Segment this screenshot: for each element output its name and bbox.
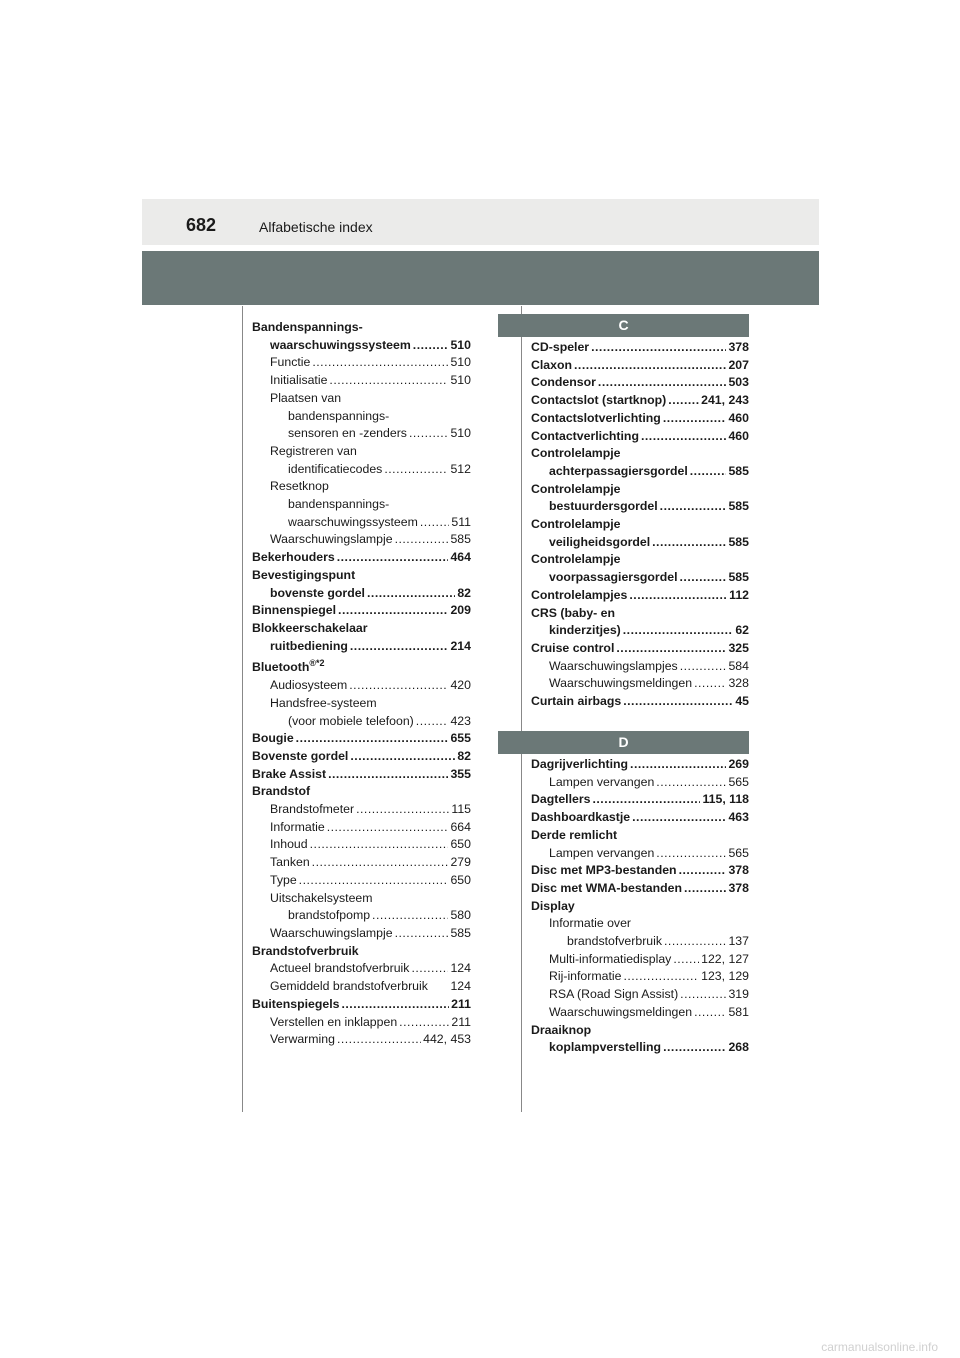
entry-page: 124 (450, 979, 471, 994)
entry-page: 650 (450, 837, 471, 852)
entry-page: 585 (728, 570, 749, 585)
entry-page: 442, 453 (423, 1032, 471, 1047)
entry-term: Waarschuwingsmeldingen (549, 1004, 693, 1019)
entry-page: 664 (450, 819, 471, 834)
index-entry (531, 675, 749, 693)
entry-term-continuation: waarschuwingssysteem (288, 514, 418, 529)
entry-term: Buitenspiegels (252, 996, 340, 1011)
entry-page: 420 (450, 678, 471, 693)
entry-term: Claxon (531, 357, 572, 372)
index-entry (252, 943, 471, 961)
index-entry (252, 801, 471, 819)
page-title: Alfabetische index (259, 219, 373, 235)
index-entry (252, 695, 471, 730)
index-entry (252, 872, 471, 890)
index-entry (531, 898, 749, 916)
entry-page: 112 (729, 587, 749, 602)
index-entry (531, 516, 749, 551)
entry-page: 124 (450, 961, 471, 976)
entry-page: 211 (451, 996, 471, 1011)
index-entry (531, 1022, 749, 1057)
entry-page: 512 (450, 461, 471, 476)
index-entry (252, 677, 471, 695)
entry-term: Contactverlichting (531, 428, 639, 443)
section-header-d: D (498, 731, 749, 754)
index-entry (252, 836, 471, 854)
entry-page: 650 (450, 872, 471, 887)
entry-page: 378 (728, 863, 749, 878)
entry-page: 580 (450, 908, 471, 923)
index-column-2-d (531, 756, 749, 1057)
index-entry (252, 567, 471, 602)
index-entry (252, 390, 471, 443)
entry-term: Rij-informatie (549, 969, 622, 984)
entry-page: 378 (728, 880, 749, 895)
entry-term: Contactslotverlichting (531, 410, 661, 425)
entry-term-continuation: achterpassagiersgordel (549, 463, 688, 478)
entry-term-continuation: bovenste gordel (270, 585, 365, 600)
index-entry (531, 392, 749, 410)
entry-term: Brandstofverbruik (252, 943, 359, 958)
entry-page: 82 (457, 585, 471, 600)
entry-page: 511 (451, 514, 471, 529)
entry-page: 565 (728, 774, 749, 789)
entry-term: Bluetooth$^{®*2}$ (252, 658, 325, 675)
entry-term-continuation: ruitbediening (270, 638, 348, 653)
index-entry (252, 819, 471, 837)
entry-term: Resetknop (270, 479, 329, 494)
entry-page: 325 (728, 640, 749, 655)
entry-page: 510 (450, 355, 471, 370)
entry-term: Bevestigingspunt (252, 567, 356, 582)
index-entry (252, 478, 471, 531)
entry-term: Blokkeerschakelaar (252, 620, 368, 635)
entry-term: Functie (270, 355, 311, 370)
entry-page: 241, 243 (701, 393, 749, 408)
index-entry (252, 443, 471, 478)
entry-page: 503 (728, 375, 749, 390)
index-entry (531, 339, 749, 357)
entry-term: Cruise control (531, 640, 615, 655)
entry-term-continuation: kinderzitjes) (549, 623, 621, 638)
entry-page: 655 (450, 731, 471, 746)
entry-page: 214 (450, 638, 471, 653)
entry-term: Handsfree-systeem (270, 695, 377, 710)
entry-page: 279 (450, 855, 471, 870)
entry-term: Audiosysteem (270, 678, 348, 693)
index-entry (531, 791, 749, 809)
index-entry (252, 319, 471, 354)
entry-page: 62 (735, 623, 749, 638)
entry-term: Plaatsen van (270, 390, 342, 405)
entry-term: Controlelampje (531, 517, 621, 532)
index-entry (252, 996, 471, 1014)
index-entry (252, 783, 471, 801)
entry-term: Disc met MP3-bestanden (531, 863, 677, 878)
header-band (142, 251, 819, 305)
entry-term: Lampen vervangen (549, 774, 655, 789)
index-entry (531, 968, 749, 986)
index-entry (252, 730, 471, 748)
index-entry (531, 357, 749, 375)
entry-term-continuation: bandenspannings- (288, 408, 390, 423)
entry-page: 123, 129 (701, 969, 749, 984)
entry-term: Disc met WMA-bestanden (531, 880, 682, 895)
entry-term: Informatie (270, 819, 325, 834)
entry-term: Registreren van (270, 443, 357, 458)
entry-term-continuation: identificatiecodes (288, 461, 383, 476)
entry-term: CRS (baby- en (531, 605, 616, 620)
index-entry (252, 549, 471, 567)
entry-page: 585 (450, 926, 471, 940)
index-entry (531, 809, 749, 827)
entry-term: Binnenspiegel (252, 603, 337, 618)
entry-term: Actueel brandstofverbruik (270, 961, 410, 976)
entry-term: Draaiknop (531, 1022, 592, 1037)
page-number: 682 (186, 215, 217, 235)
entry-page: 378 (728, 340, 749, 354)
entry-term: Inhoud (270, 837, 308, 852)
entry-term: RSA (Road Sign Assist) (549, 987, 679, 1002)
index-entry (531, 374, 749, 392)
entry-term: Brake Assist (252, 766, 327, 781)
index-entry (252, 372, 471, 390)
entry-term: Bougie (252, 731, 294, 746)
index-entry (252, 978, 471, 996)
index-entry (252, 925, 471, 943)
entry-term: Uitschakelsysteem (270, 890, 373, 905)
index-entry (531, 551, 749, 586)
entry-term-continuation: bestuurdersgordel (549, 499, 658, 514)
entry-page: 585 (728, 534, 749, 549)
entry-term: Brandstofmeter (270, 802, 355, 817)
entry-term: Waarschuwingsmeldingen (549, 676, 693, 691)
entry-page: 585 (728, 499, 749, 514)
entry-term-continuation: koplampverstelling (549, 1040, 662, 1055)
entry-term: Derde remlicht (531, 827, 618, 842)
index-entry (252, 854, 471, 872)
watermark: carmanualsonline.info (821, 1340, 938, 1354)
entry-term: Bekerhouders (252, 550, 335, 565)
index-entry (252, 890, 471, 925)
entry-page: 463 (728, 810, 749, 825)
entry-page: 82 (457, 748, 471, 763)
entry-term: Contactslot (startknop) (531, 393, 667, 408)
index-entry (252, 531, 471, 549)
entry-term: Controlelampjes (531, 587, 628, 602)
entry-term: Lampen vervangen (549, 845, 655, 860)
entry-term-continuation: voorpassagiersgordel (549, 570, 678, 585)
index-entry (531, 587, 749, 605)
index-entry (531, 915, 749, 950)
entry-term: Controlelampje (531, 481, 621, 496)
index-entry (531, 827, 749, 845)
entry-page: 510 (450, 426, 471, 441)
entry-term-continuation: bandenspannings- (288, 497, 390, 512)
index-entry (531, 410, 749, 428)
index-entry (252, 766, 471, 784)
entry-term: Waarschuwingslampje (270, 926, 393, 940)
column-divider-right (521, 306, 522, 1112)
entry-term: Waarschuwingslampje (270, 532, 393, 547)
entry-term: Condensor (531, 375, 596, 390)
entry-page: 209 (450, 603, 471, 618)
index-entry (531, 428, 749, 446)
index-entry (531, 880, 749, 898)
entry-page: 137 (728, 934, 749, 949)
index-entry (531, 756, 749, 774)
index-entry (531, 1004, 749, 1022)
entry-page: 581 (728, 1004, 749, 1019)
entry-page: 565 (728, 845, 749, 860)
index-entry (252, 748, 471, 766)
entry-term-continuation: brandstofverbruik (567, 934, 663, 949)
entry-term: Tanken (270, 855, 310, 870)
index-entry (531, 845, 749, 863)
entry-term: Waarschuwingslampjes (549, 658, 678, 673)
page-header (142, 199, 819, 245)
index-entry (252, 1031, 471, 1049)
entry-page: 122, 127 (701, 951, 749, 966)
entry-page: 510 (450, 337, 471, 352)
entry-page: 207 (728, 357, 749, 372)
entry-term-continuation: waarschuwingssysteem (270, 337, 411, 352)
index-entry (531, 445, 749, 480)
entry-page: 269 (728, 757, 749, 771)
entry-term: Verstellen en inklappen (270, 1014, 398, 1029)
index-entry (531, 774, 749, 792)
entry-term: Dagtellers (531, 792, 591, 807)
entry-page: 319 (728, 987, 749, 1002)
index-entry (252, 620, 471, 655)
entry-term: Dashboardkastje (531, 810, 631, 825)
entry-page: 585 (450, 532, 471, 547)
index-entry (531, 605, 749, 640)
index-column-2-c (531, 339, 749, 711)
entry-term: Type (270, 872, 297, 887)
entry-page: 460 (728, 410, 749, 425)
entry-page: 585 (728, 463, 749, 478)
index-entry (531, 986, 749, 1004)
entry-page: 460 (728, 428, 749, 443)
entry-term: Initialisatie (270, 373, 328, 388)
entry-page: 45 (735, 694, 749, 709)
entry-page: 464 (450, 550, 471, 565)
entry-term: Gemiddeld brandstofverbruik (270, 979, 428, 994)
entry-term-continuation: sensoren en -zenders (288, 426, 407, 441)
entry-page: 115, 118 (702, 792, 749, 807)
entry-term: Bovenste gordel (252, 748, 349, 763)
index-entry (252, 655, 471, 677)
index-entry (531, 951, 749, 969)
section-header-c: C (498, 314, 749, 337)
index-entry (531, 640, 749, 658)
index-entry (252, 1014, 471, 1032)
entry-term: Controlelampje (531, 446, 621, 461)
index-entry (252, 602, 471, 620)
index-entry (531, 693, 749, 711)
entry-term: Verwarming (270, 1032, 335, 1047)
entry-term: Informatie over (549, 916, 632, 931)
entry-page: 423 (450, 713, 471, 728)
entry-term: Bandenspannings- (252, 320, 363, 334)
entry-term: Controlelampje (531, 552, 621, 567)
index-entry (531, 658, 749, 676)
entry-term-continuation: (voor mobiele telefoon) (288, 713, 414, 728)
entry-page: 510 (450, 373, 471, 388)
entry-page: 355 (450, 766, 471, 781)
entry-term: Multi-informatiedisplay (549, 951, 672, 966)
entry-page: 211 (451, 1014, 471, 1029)
index-column-1 (252, 319, 471, 1049)
index-entry (252, 354, 471, 372)
entry-page: 328 (728, 676, 749, 691)
entry-term-continuation: veiligheidsgordel (549, 534, 651, 549)
entry-term-continuation: brandstofpomp (288, 908, 371, 923)
entry-term: Display (531, 898, 575, 913)
entry-term: Dagrijverlichting (531, 757, 629, 771)
entry-term: Brandstof (252, 784, 311, 799)
entry-page: 268 (728, 1040, 749, 1055)
index-entry (252, 960, 471, 978)
index-entry (531, 862, 749, 880)
index-entry (531, 481, 749, 516)
column-divider-left (242, 306, 243, 1112)
entry-term: CD-speler (531, 340, 590, 354)
entry-page: 115 (451, 802, 471, 817)
entry-page: 584 (728, 658, 749, 673)
entry-term: Curtain airbags (531, 694, 622, 709)
